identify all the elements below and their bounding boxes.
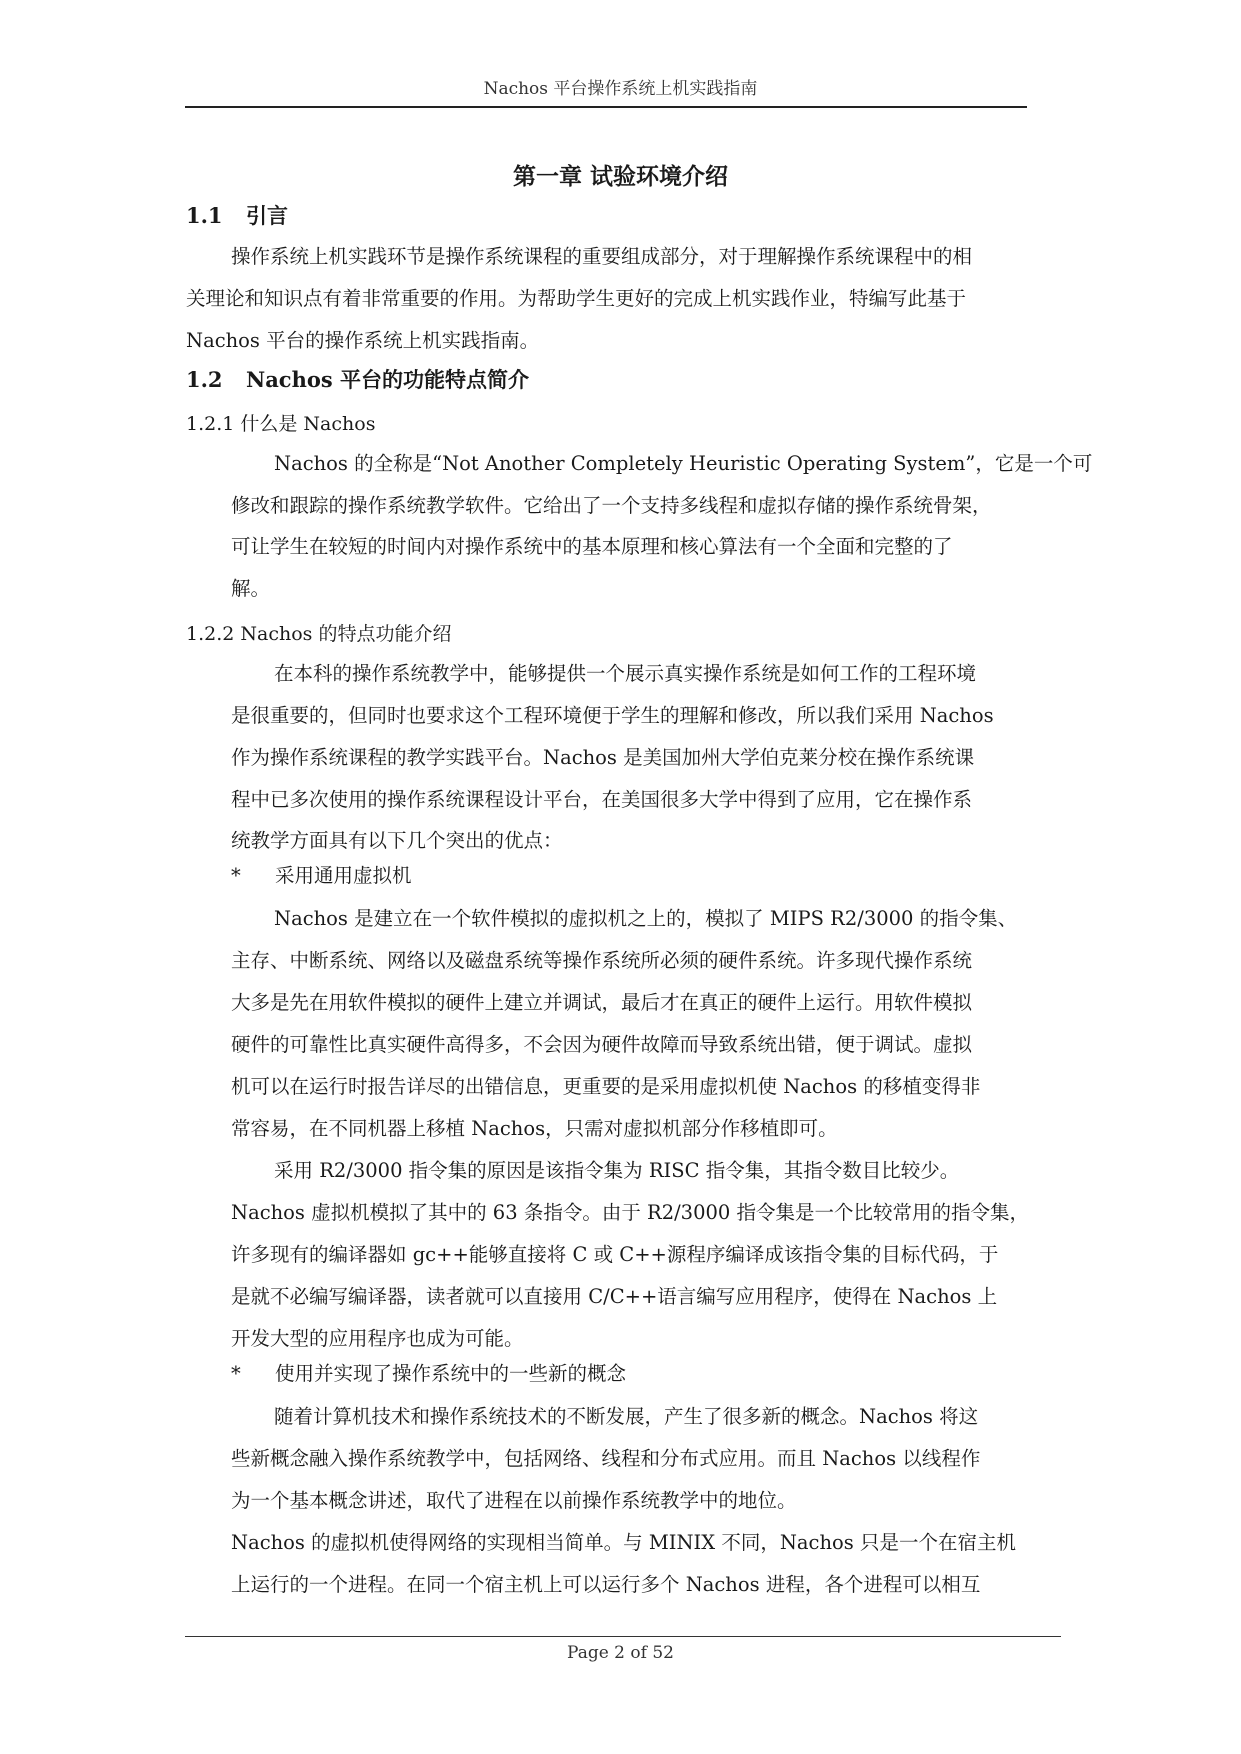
paragraph-line: 采用 R2/3000 指令集的原因是该指令集为 RISC 指令集，其指令数目比较少。 (274, 1159, 960, 1182)
paragraph-line: 大多是先在用软件模拟的硬件上建立并调试，最后才在真正的硬件上运行。用软件模拟 (231, 991, 973, 1014)
bullet-text: 使用并实现了操作系统中的一些新的概念 (275, 1362, 627, 1385)
running-header: Nachos 平台操作系统上机实践指南 (483, 79, 758, 99)
paragraph-line: 是很重要的，但同时也要求这个工程环境便于学生的理解和修改，所以我们采用 Nachos (231, 704, 994, 727)
paragraph-line: 开发大型的应用程序也成为可能。 (231, 1327, 524, 1350)
paragraph-line: 修改和跟踪的操作系统教学软件。它给出了一个支持多线程和虚拟存储的操作系统骨架， (231, 494, 992, 517)
paragraph-line: 可让学生在较短的时间内对操作系统中的基本原理和核心算法有一个全面和完整的了 (231, 535, 953, 558)
paragraph-line: 许多现有的编译器如 gc++能够直接将 C 或 C++源程序编译成该指令集的目标代码，于 (231, 1243, 999, 1266)
paragraph-line: 在本科的操作系统教学中，能够提供一个展示真实操作系统是如何工作的工程环境 (274, 662, 977, 685)
paragraph-line: 为一个基本概念讲述，取代了进程在以前操作系统教学中的地位。 (231, 1489, 797, 1512)
paragraph-line: Nachos 平台的操作系统上机实践指南。 (186, 329, 540, 352)
bullet-mark: * (231, 1362, 241, 1385)
bullet-item (231, 864, 412, 888)
paragraph-line: 些新概念融入操作系统教学中，包括网络、线程和分布式应用。而且 Nachos 以线程作 (231, 1447, 981, 1470)
paragraph-line: 机可以在运行时报告详尽的出错信息，更重要的是采用虚拟机使 Nachos 的移植变得非 (231, 1075, 981, 1098)
section-title: 引言 (246, 203, 288, 228)
section-heading-1-2 (186, 364, 529, 394)
paragraph-line: 统教学方面具有以下几个突出的优点： (231, 829, 563, 852)
bullet-text: 采用通用虚拟机 (275, 864, 412, 887)
chapter-title: 第一章 试验环境介绍 (512, 163, 728, 190)
paragraph-line: Nachos 虚拟机模拟了其中的 63 条指令。由于 R2/3000 指令集是一个比较常用的指令集， (231, 1201, 1030, 1224)
footer-rule (185, 1636, 1061, 1637)
bullet-item (231, 1362, 626, 1386)
bullet-mark: * (231, 864, 241, 887)
subsection-heading-1-2-1: 1.2.1 什么是 Nachos (186, 413, 376, 435)
paragraph-line: 作为操作系统课程的教学实践平台。Nachos 是美国加州大学伯克莱分校在操作系统课 (231, 746, 975, 769)
paragraph-line: 操作系统上机实践环节是操作系统课程的重要组成部分，对于理解操作系统课程中的相 (231, 245, 973, 268)
paragraph-line: 随着计算机技术和操作系统技术的不断发展，产生了很多新的概念。Nachos 将这 (274, 1405, 979, 1428)
paragraph-line: 程中已多次使用的操作系统课程设计平台，在美国很多大学中得到了应用，它在操作系 (231, 788, 973, 811)
header-rule (185, 106, 1027, 108)
paragraph-line: 是就不必编写编译器，读者就可以直接用 C/C++语言编写应用程序，使得在 Nachos 上 (231, 1285, 998, 1308)
paragraph-line: Nachos 的全称是“Not Another Completely Heuristic Operating System”，它是一个可 (274, 452, 1093, 475)
section-title: Nachos 平台的功能特点简介 (246, 367, 529, 392)
paragraph-line: 硬件的可靠性比真实硬件高得多，不会因为硬件故障而导致系统出错，便于调试。虚拟 (231, 1033, 973, 1056)
section-heading-1-1 (186, 200, 288, 230)
section-number: 1.2 (186, 367, 223, 392)
page-number: Page 2 of 52 (567, 1643, 674, 1663)
paragraph-line: 关理论和知识点有着非常重要的作用。为帮助学生更好的完成上机实践作业，特编写此基于 (186, 287, 967, 310)
paragraph-line: 上运行的一个进程。在同一个宿主机上可以运行多个 Nachos 进程，各个进程可以相互 (231, 1573, 981, 1596)
section-number: 1.1 (186, 203, 223, 228)
paragraph-line: Nachos 是建立在一个软件模拟的虚拟机之上的，模拟了 MIPS R2/3000 的指令集、 (274, 907, 1018, 930)
paragraph-line: 解。 (231, 577, 271, 600)
paragraph-line: Nachos 的虚拟机使得网络的实现相当简单。与 MINIX 不同，Nachos 只是一个在宿主机 (231, 1531, 1016, 1554)
paragraph-line: 主存、中断系统、网络以及磁盘系统等操作系统所必须的硬件系统。许多现代操作系统 (231, 949, 973, 972)
subsection-heading-1-2-2: 1.2.2 Nachos 的特点功能介绍 (186, 623, 452, 645)
paragraph-line: 常容易，在不同机器上移植 Nachos，只需对虚拟机部分作移植即可。 (231, 1117, 838, 1140)
